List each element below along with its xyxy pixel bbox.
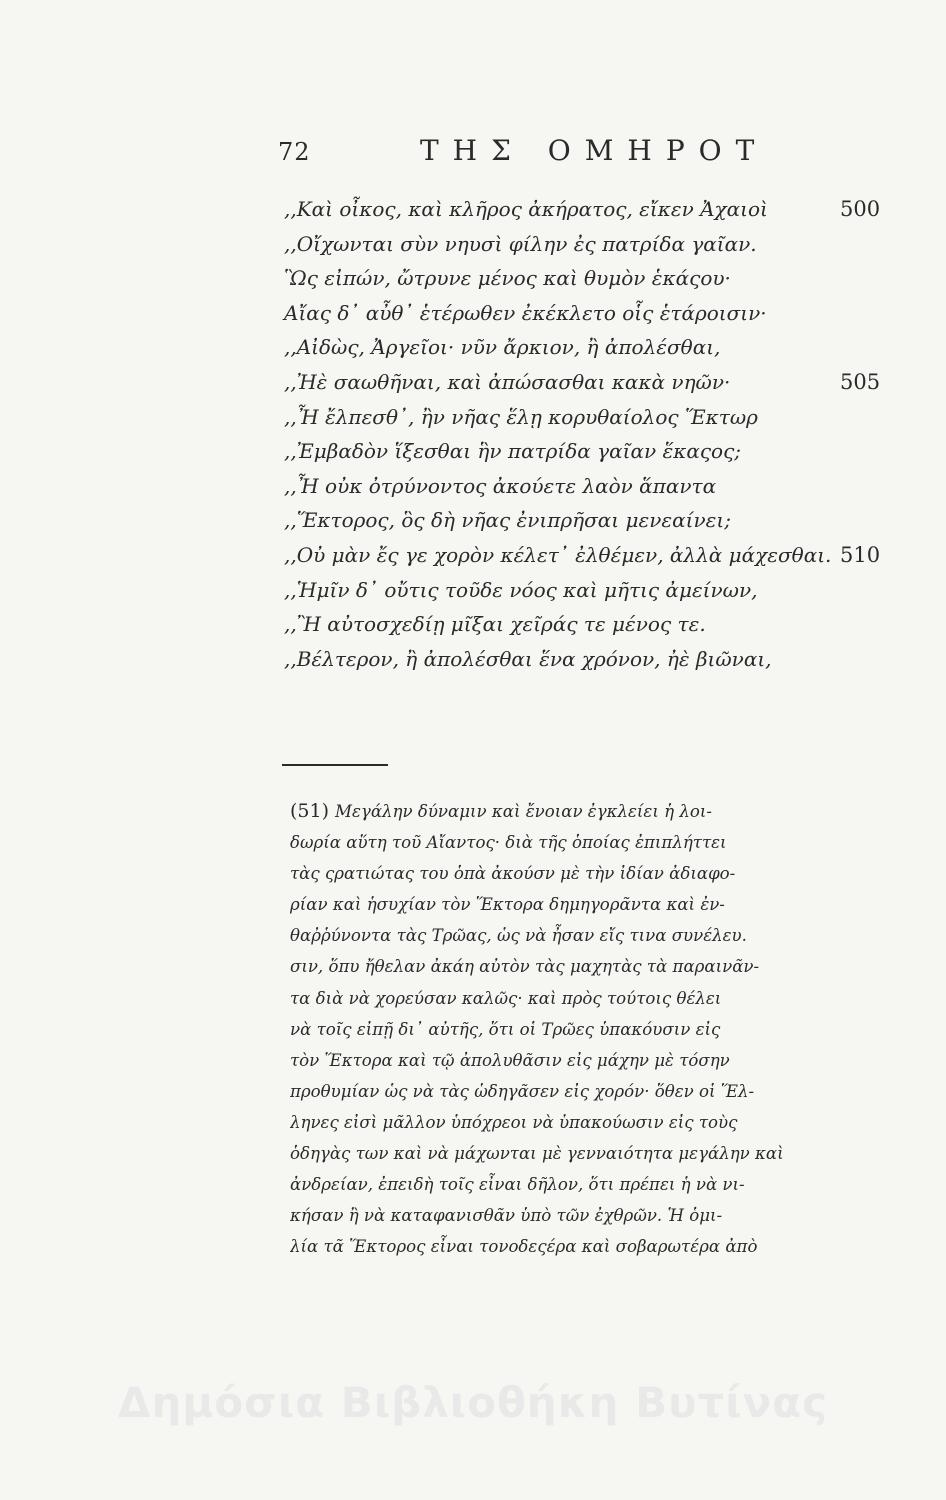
footnote-line (290, 796, 906, 827)
verse-line (284, 261, 904, 296)
footnote-line (290, 1076, 906, 1107)
footnote-text: προθυμίαν ὡς νὰ τὰς ὡδηγᾶσεν εἰς χορόν· ὅθεν οἱ Ἕλ- (290, 1081, 755, 1101)
footnote-text: σιν, ὅπυ ἤθελαν ἀκάη αὐτὸν τὰς μαχητὰς τὰ παραινᾶν- (290, 957, 760, 977)
verse-line (284, 642, 904, 677)
footnote-line (290, 983, 906, 1014)
footnote-line (290, 858, 906, 889)
verse-line (284, 434, 904, 469)
footnote-text: τὰς ςρατιώτας του ὁπὰ ἀκούσν μὲ τὴν ἰδίαν ἀδιαφο- (290, 864, 736, 884)
footnote-text: ρίαν καὶ ἡσυχίαν τὸν Ἕκτορα δημηγορᾶντα καὶ ἐν- (290, 895, 725, 915)
verse-line (284, 538, 904, 573)
footnote-text: ληνες εἰσὶ μᾶλλον ὑπόχρεοι νὰ ὑπακούωσιν εἰς τοὺς (290, 1112, 738, 1132)
verse-line (284, 365, 904, 400)
verse-text: ,,Ἢ αὐτοσχεδίῃ μῖξαι χεῖράς τε μένος τε. (284, 612, 706, 637)
verse-text: ,,Καὶ οἶκος, καὶ κλῆρος ἀκήρατος, εἴκεν Ἀχαιοὶ (284, 197, 768, 221)
footnote-line (290, 889, 906, 920)
verse-text: ,,Αἰδὼς, Ἀργεῖοι· νῦν ἄρκιον, ἢ ἀπολέσθαι, (284, 335, 721, 360)
footnote-line (290, 920, 906, 951)
verse-number: 505 (840, 369, 881, 394)
verse-line (284, 503, 904, 538)
footnote-line (290, 951, 906, 982)
footnote-line (290, 827, 906, 858)
verse-text: ,,Οἴχωνται σὺν νηυσὶ φίλην ἐς πατρίδα γαῖαν. (284, 231, 757, 256)
library-watermark: Δημόσια Βιβλιοθήκη Βυτίνας (118, 1378, 828, 1427)
verse-line (284, 469, 904, 504)
footnote-marker: (51) (290, 800, 330, 822)
verse-line (284, 400, 904, 435)
footnote-text: ἀνδρείαν, ἐπειδὴ τοῖς εἶναι δῆλον, ὅτι πρέπει ἡ νὰ νι- (290, 1175, 745, 1195)
footnote-text: θαῤῥύνοντα τὰς Τρῶας, ὡς νὰ ἦσαν εἴς τινα συνέλευ. (290, 926, 747, 946)
verse-line (284, 330, 904, 365)
footnote-line (290, 1138, 906, 1169)
footnote-text: τὸν Ἕκτορα καὶ τῷ ἀπολυθᾶσιν εἰς μάχην μὲ τόσην (290, 1050, 730, 1070)
verse-text: Ὣς εἰπών, ὤτρυνε μένος καὶ θυμὸν ἑκάςου· (284, 266, 731, 291)
verse-line (284, 573, 904, 608)
footnote-line (290, 1169, 906, 1200)
footnote-rule (282, 764, 388, 766)
footnote-text: τα διὰ νὰ χορεύσαν καλῶς· καὶ πρὸς τούτοις θέλει (290, 988, 722, 1008)
verse-text: ,,Βέλτερον, ἢ ἀπολέσθαι ἕνα χρόνον, ἠὲ βιῶναι, (284, 646, 772, 671)
footnote-line (290, 1014, 906, 1045)
footnote-line (290, 1107, 906, 1138)
running-head: ΤΗΣ ΟΜΗΡΟΤ (420, 134, 769, 167)
verse-line (284, 192, 904, 227)
verse-block (284, 192, 904, 676)
footnote-text: Μεγάλην δύναμιν καὶ ἔνοιαν ἐγκλείει ἡ λοι- (335, 802, 712, 821)
verse-line (284, 227, 904, 262)
verse-text: ,,Οὐ μὰν ἔς γε χορὸν κέλετ᾽ ἐλθέμεν, ἀλλὰ μάχεσθαι. (284, 542, 832, 567)
verse-text: ,,Ἕκτορος, ὃς δὴ νῆας ἐνιπρῆσαι μενεαίνει; (284, 508, 731, 533)
footnote-text: λία τᾶ Ἕκτορος εἶναι τονοδεςέρα καὶ σοβαρωτέρα ἀπὸ (290, 1237, 758, 1257)
verse-number: 510 (840, 542, 881, 567)
verse-text: ,,Ἡμῖν δ᾽ οὔτις τοῦδε νόος καὶ μῆτις ἀμείνων, (284, 577, 758, 602)
verse-text: Αἴας δ᾽ αὖθ᾽ ἑτέρωθεν ἐκέκλετο οἷς ἑτάροισιν· (284, 300, 767, 325)
footnote-text: δωρία αὕτη τοῦ Αἴαντος· διὰ τῆς ὁποίας ἐπιπλήττει (290, 833, 727, 853)
verse-line (284, 296, 904, 331)
verse-line (284, 607, 904, 642)
verse-text: ,,Ἦ ἔλπεσθ᾽, ἢν νῆας ἕλῃ κορυθαίολος Ἕκτωρ (284, 404, 758, 429)
footnote-text: ὁδηγὰς των καὶ νὰ μάχωνται μὲ γενναιότητα μεγάλην καὶ (290, 1144, 784, 1164)
footnote-line (290, 1045, 906, 1076)
footnote-text: κήσαν ἢ νὰ καταφανισθᾶν ὑπὸ τῶν ἐχθρῶν. Ἡ ὁμι- (290, 1206, 723, 1226)
footnote (290, 796, 906, 1262)
verse-text: ,,Ἐμβαδὸν ἵξεσθαι ἣν πατρίδα γαῖαν ἕκαςος; (284, 439, 742, 464)
verse-number: 500 (840, 197, 881, 221)
verse-text: ,,Ἠὲ σαωθῆναι, καὶ ἀπώσασθαι κακὰ νηῶν· (284, 369, 731, 394)
footnote-line (290, 1231, 906, 1262)
footnote-line (290, 1200, 906, 1231)
page-number: 72 (278, 138, 311, 166)
footnote-text: νὰ τοῖς εἰπῇ δι᾽ αὐτῆς, ὅτι οἱ Τρῶες ὑπακόυσιν εἰς (290, 1019, 721, 1039)
verse-text: ,,Ἦ οὐκ ὀτρύνοντος ἀκούετε λαὸν ἅπαντα (284, 473, 717, 498)
